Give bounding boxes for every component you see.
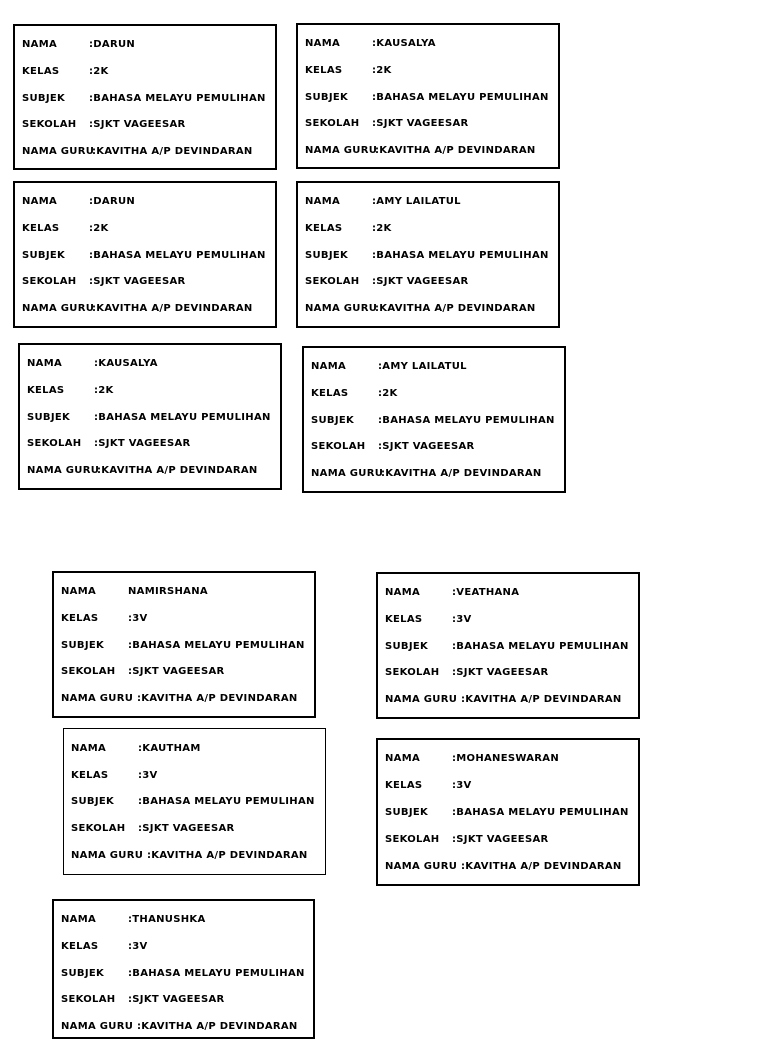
name-row: [305, 196, 461, 208]
name-label: NAMA: [305, 196, 340, 207]
class-row: [61, 941, 148, 953]
teacher-value: :KAVITHA A/P DEVINDARAN: [381, 468, 542, 479]
class-label: KELAS: [22, 66, 60, 77]
teacher-row: [385, 861, 622, 873]
class-label: KELAS: [61, 613, 99, 624]
teacher-row: [71, 850, 308, 862]
name-card: [63, 728, 326, 875]
name-card: [52, 899, 315, 1039]
school-label: SEKOLAH: [22, 119, 77, 130]
class-value: :2K: [372, 65, 392, 76]
subject-label: SUBJEK: [61, 968, 105, 979]
name-label: NAMA: [311, 361, 346, 372]
class-value: :3V: [128, 613, 148, 624]
name-value: :MOHANESWARAN: [452, 753, 559, 764]
school-label: SEKOLAH: [385, 834, 440, 845]
subject-value: :BAHASA MELAYU PEMULIHAN: [89, 93, 266, 104]
subject-value: :BAHASA MELAYU PEMULIHAN: [452, 807, 629, 818]
subject-value: :BAHASA MELAYU PEMULIHAN: [94, 412, 271, 423]
class-value: :3V: [452, 780, 472, 791]
subject-value: :BAHASA MELAYU PEMULIHAN: [452, 641, 629, 652]
name-card: [52, 571, 316, 718]
name-row: [385, 587, 519, 599]
name-card: [18, 343, 282, 490]
name-card: [13, 181, 277, 328]
teacher-label: NAMA GURU: [311, 468, 384, 479]
school-label: SEKOLAH: [27, 438, 82, 449]
teacher-row: [22, 146, 253, 158]
name-label: NAMA: [385, 587, 420, 598]
subject-row: [385, 807, 629, 819]
teacher-label: NAMA GURU: [71, 850, 144, 861]
name-label: NAMA: [27, 358, 62, 369]
name-value: :AMY LAILATUL: [378, 361, 467, 372]
school-label: SEKOLAH: [385, 667, 440, 678]
school-row: [385, 667, 549, 679]
class-value: :2K: [94, 385, 114, 396]
class-row: [305, 223, 392, 235]
teacher-label: NAMA GURU: [385, 861, 458, 872]
name-card: [296, 181, 560, 328]
teacher-value: :KAVITHA A/P DEVINDARAN: [461, 694, 622, 705]
class-value: :2K: [89, 66, 109, 77]
teacher-label: NAMA GURU: [61, 693, 134, 704]
class-row: [61, 613, 148, 625]
class-row: [71, 770, 158, 782]
teacher-value: :KAVITHA A/P DEVINDARAN: [137, 693, 298, 704]
class-row: [385, 614, 472, 626]
school-label: SEKOLAH: [305, 118, 360, 129]
name-card: [302, 346, 566, 493]
subject-label: SUBJEK: [385, 641, 429, 652]
subject-label: SUBJEK: [305, 250, 349, 261]
teacher-label: NAMA GURU: [385, 694, 458, 705]
class-row: [22, 223, 109, 235]
name-value: :DARUN: [89, 196, 136, 207]
subject-value: :BAHASA MELAYU PEMULIHAN: [128, 968, 305, 979]
class-value: :3V: [138, 770, 158, 781]
teacher-label: NAMA GURU: [22, 146, 95, 157]
name-row: [27, 358, 158, 370]
teacher-row: [61, 1021, 298, 1033]
teacher-value: :KAVITHA A/P DEVINDARAN: [92, 303, 253, 314]
teacher-value: :KAVITHA A/P DEVINDARAN: [147, 850, 308, 861]
school-row: [61, 994, 225, 1006]
teacher-row: [305, 145, 536, 157]
name-row: [311, 361, 467, 373]
teacher-label: NAMA GURU: [27, 465, 100, 476]
subject-row: [22, 93, 266, 105]
subject-label: SUBJEK: [27, 412, 71, 423]
teacher-row: [22, 303, 253, 315]
subject-label: SUBJEK: [61, 640, 105, 651]
name-card: [376, 738, 640, 886]
teacher-label: NAMA GURU: [22, 303, 95, 314]
subject-row: [311, 415, 555, 427]
class-row: [311, 388, 398, 400]
name-value: :AMY LAILATUL: [372, 196, 461, 207]
name-value: NAMIRSHANA: [128, 586, 208, 597]
subject-label: SUBJEK: [22, 93, 66, 104]
name-label: NAMA: [71, 743, 106, 754]
teacher-row: [61, 693, 298, 705]
subject-value: :BAHASA MELAYU PEMULIHAN: [138, 796, 315, 807]
teacher-row: [385, 694, 622, 706]
name-value: :DARUN: [89, 39, 136, 50]
class-label: KELAS: [61, 941, 99, 952]
class-label: KELAS: [385, 614, 423, 625]
school-value: :SJKT VAGEESAR: [372, 118, 469, 129]
subject-label: SUBJEK: [22, 250, 66, 261]
school-value: :SJKT VAGEESAR: [94, 438, 191, 449]
name-row: [61, 586, 208, 598]
teacher-label: NAMA GURU: [305, 145, 378, 156]
class-value: :2K: [372, 223, 392, 234]
subject-label: SUBJEK: [305, 92, 349, 103]
name-value: :KAUSALYA: [372, 38, 436, 49]
name-value: :THANUSHKA: [128, 914, 206, 925]
teacher-label: NAMA GURU: [305, 303, 378, 314]
class-row: [27, 385, 114, 397]
school-row: [61, 666, 225, 678]
name-row: [22, 39, 135, 51]
name-card: [13, 24, 277, 170]
school-value: :SJKT VAGEESAR: [128, 666, 225, 677]
name-label: NAMA: [61, 914, 96, 925]
school-value: :SJKT VAGEESAR: [89, 119, 186, 130]
subject-row: [71, 796, 315, 808]
teacher-value: :KAVITHA A/P DEVINDARAN: [375, 145, 536, 156]
name-row: [71, 743, 201, 755]
subject-value: :BAHASA MELAYU PEMULIHAN: [372, 250, 549, 261]
school-label: SEKOLAH: [311, 441, 366, 452]
class-row: [305, 65, 392, 77]
teacher-value: :KAVITHA A/P DEVINDARAN: [375, 303, 536, 314]
name-row: [61, 914, 205, 926]
class-value: :2K: [378, 388, 398, 399]
subject-value: :BAHASA MELAYU PEMULIHAN: [89, 250, 266, 261]
name-row: [385, 753, 559, 765]
name-row: [22, 196, 135, 208]
teacher-row: [311, 468, 542, 480]
school-value: :SJKT VAGEESAR: [89, 276, 186, 287]
school-row: [27, 438, 191, 450]
subject-row: [61, 640, 305, 652]
subject-row: [61, 968, 305, 980]
name-label: NAMA: [61, 586, 96, 597]
class-label: KELAS: [305, 65, 343, 76]
teacher-row: [305, 303, 536, 315]
school-row: [71, 823, 235, 835]
teacher-label: NAMA GURU: [61, 1021, 134, 1032]
name-row: [305, 38, 436, 50]
class-value: :3V: [452, 614, 472, 625]
class-row: [385, 780, 472, 792]
teacher-value: :KAVITHA A/P DEVINDARAN: [137, 1021, 298, 1032]
name-value: :KAUSALYA: [94, 358, 158, 369]
name-value: :VEATHANA: [452, 587, 520, 598]
school-row: [305, 118, 469, 130]
class-label: KELAS: [71, 770, 109, 781]
subject-row: [305, 250, 549, 262]
subject-row: [305, 92, 549, 104]
school-value: :SJKT VAGEESAR: [128, 994, 225, 1005]
subject-label: SUBJEK: [71, 796, 115, 807]
school-row: [22, 276, 186, 288]
school-label: SEKOLAH: [71, 823, 126, 834]
class-label: KELAS: [22, 223, 60, 234]
school-value: :SJKT VAGEESAR: [452, 834, 549, 845]
class-label: KELAS: [385, 780, 423, 791]
school-row: [311, 441, 475, 453]
school-label: SEKOLAH: [22, 276, 77, 287]
class-row: [22, 66, 109, 78]
teacher-value: :KAVITHA A/P DEVINDARAN: [92, 146, 253, 157]
name-value: :KAUTHAM: [138, 743, 201, 754]
school-value: :SJKT VAGEESAR: [138, 823, 235, 834]
subject-value: :BAHASA MELAYU PEMULIHAN: [372, 92, 549, 103]
school-value: :SJKT VAGEESAR: [452, 667, 549, 678]
teacher-value: :KAVITHA A/P DEVINDARAN: [97, 465, 258, 476]
class-value: :3V: [128, 941, 148, 952]
school-value: :SJKT VAGEESAR: [372, 276, 469, 287]
subject-row: [22, 250, 266, 262]
name-label: NAMA: [22, 196, 57, 207]
school-row: [22, 119, 186, 131]
name-label: NAMA: [385, 753, 420, 764]
name-card: [296, 23, 560, 169]
school-row: [305, 276, 469, 288]
teacher-value: :KAVITHA A/P DEVINDARAN: [461, 861, 622, 872]
class-label: KELAS: [311, 388, 349, 399]
school-label: SEKOLAH: [61, 666, 116, 677]
subject-label: SUBJEK: [385, 807, 429, 818]
subject-row: [385, 641, 629, 653]
school-label: SEKOLAH: [61, 994, 116, 1005]
class-label: KELAS: [305, 223, 343, 234]
name-card: [376, 572, 640, 719]
name-label: NAMA: [305, 38, 340, 49]
subject-value: :BAHASA MELAYU PEMULIHAN: [128, 640, 305, 651]
class-label: KELAS: [27, 385, 65, 396]
class-value: :2K: [89, 223, 109, 234]
school-label: SEKOLAH: [305, 276, 360, 287]
school-value: :SJKT VAGEESAR: [378, 441, 475, 452]
school-row: [385, 834, 549, 846]
name-label: NAMA: [22, 39, 57, 50]
subject-row: [27, 412, 271, 424]
subject-label: SUBJEK: [311, 415, 355, 426]
teacher-row: [27, 465, 258, 477]
subject-value: :BAHASA MELAYU PEMULIHAN: [378, 415, 555, 426]
